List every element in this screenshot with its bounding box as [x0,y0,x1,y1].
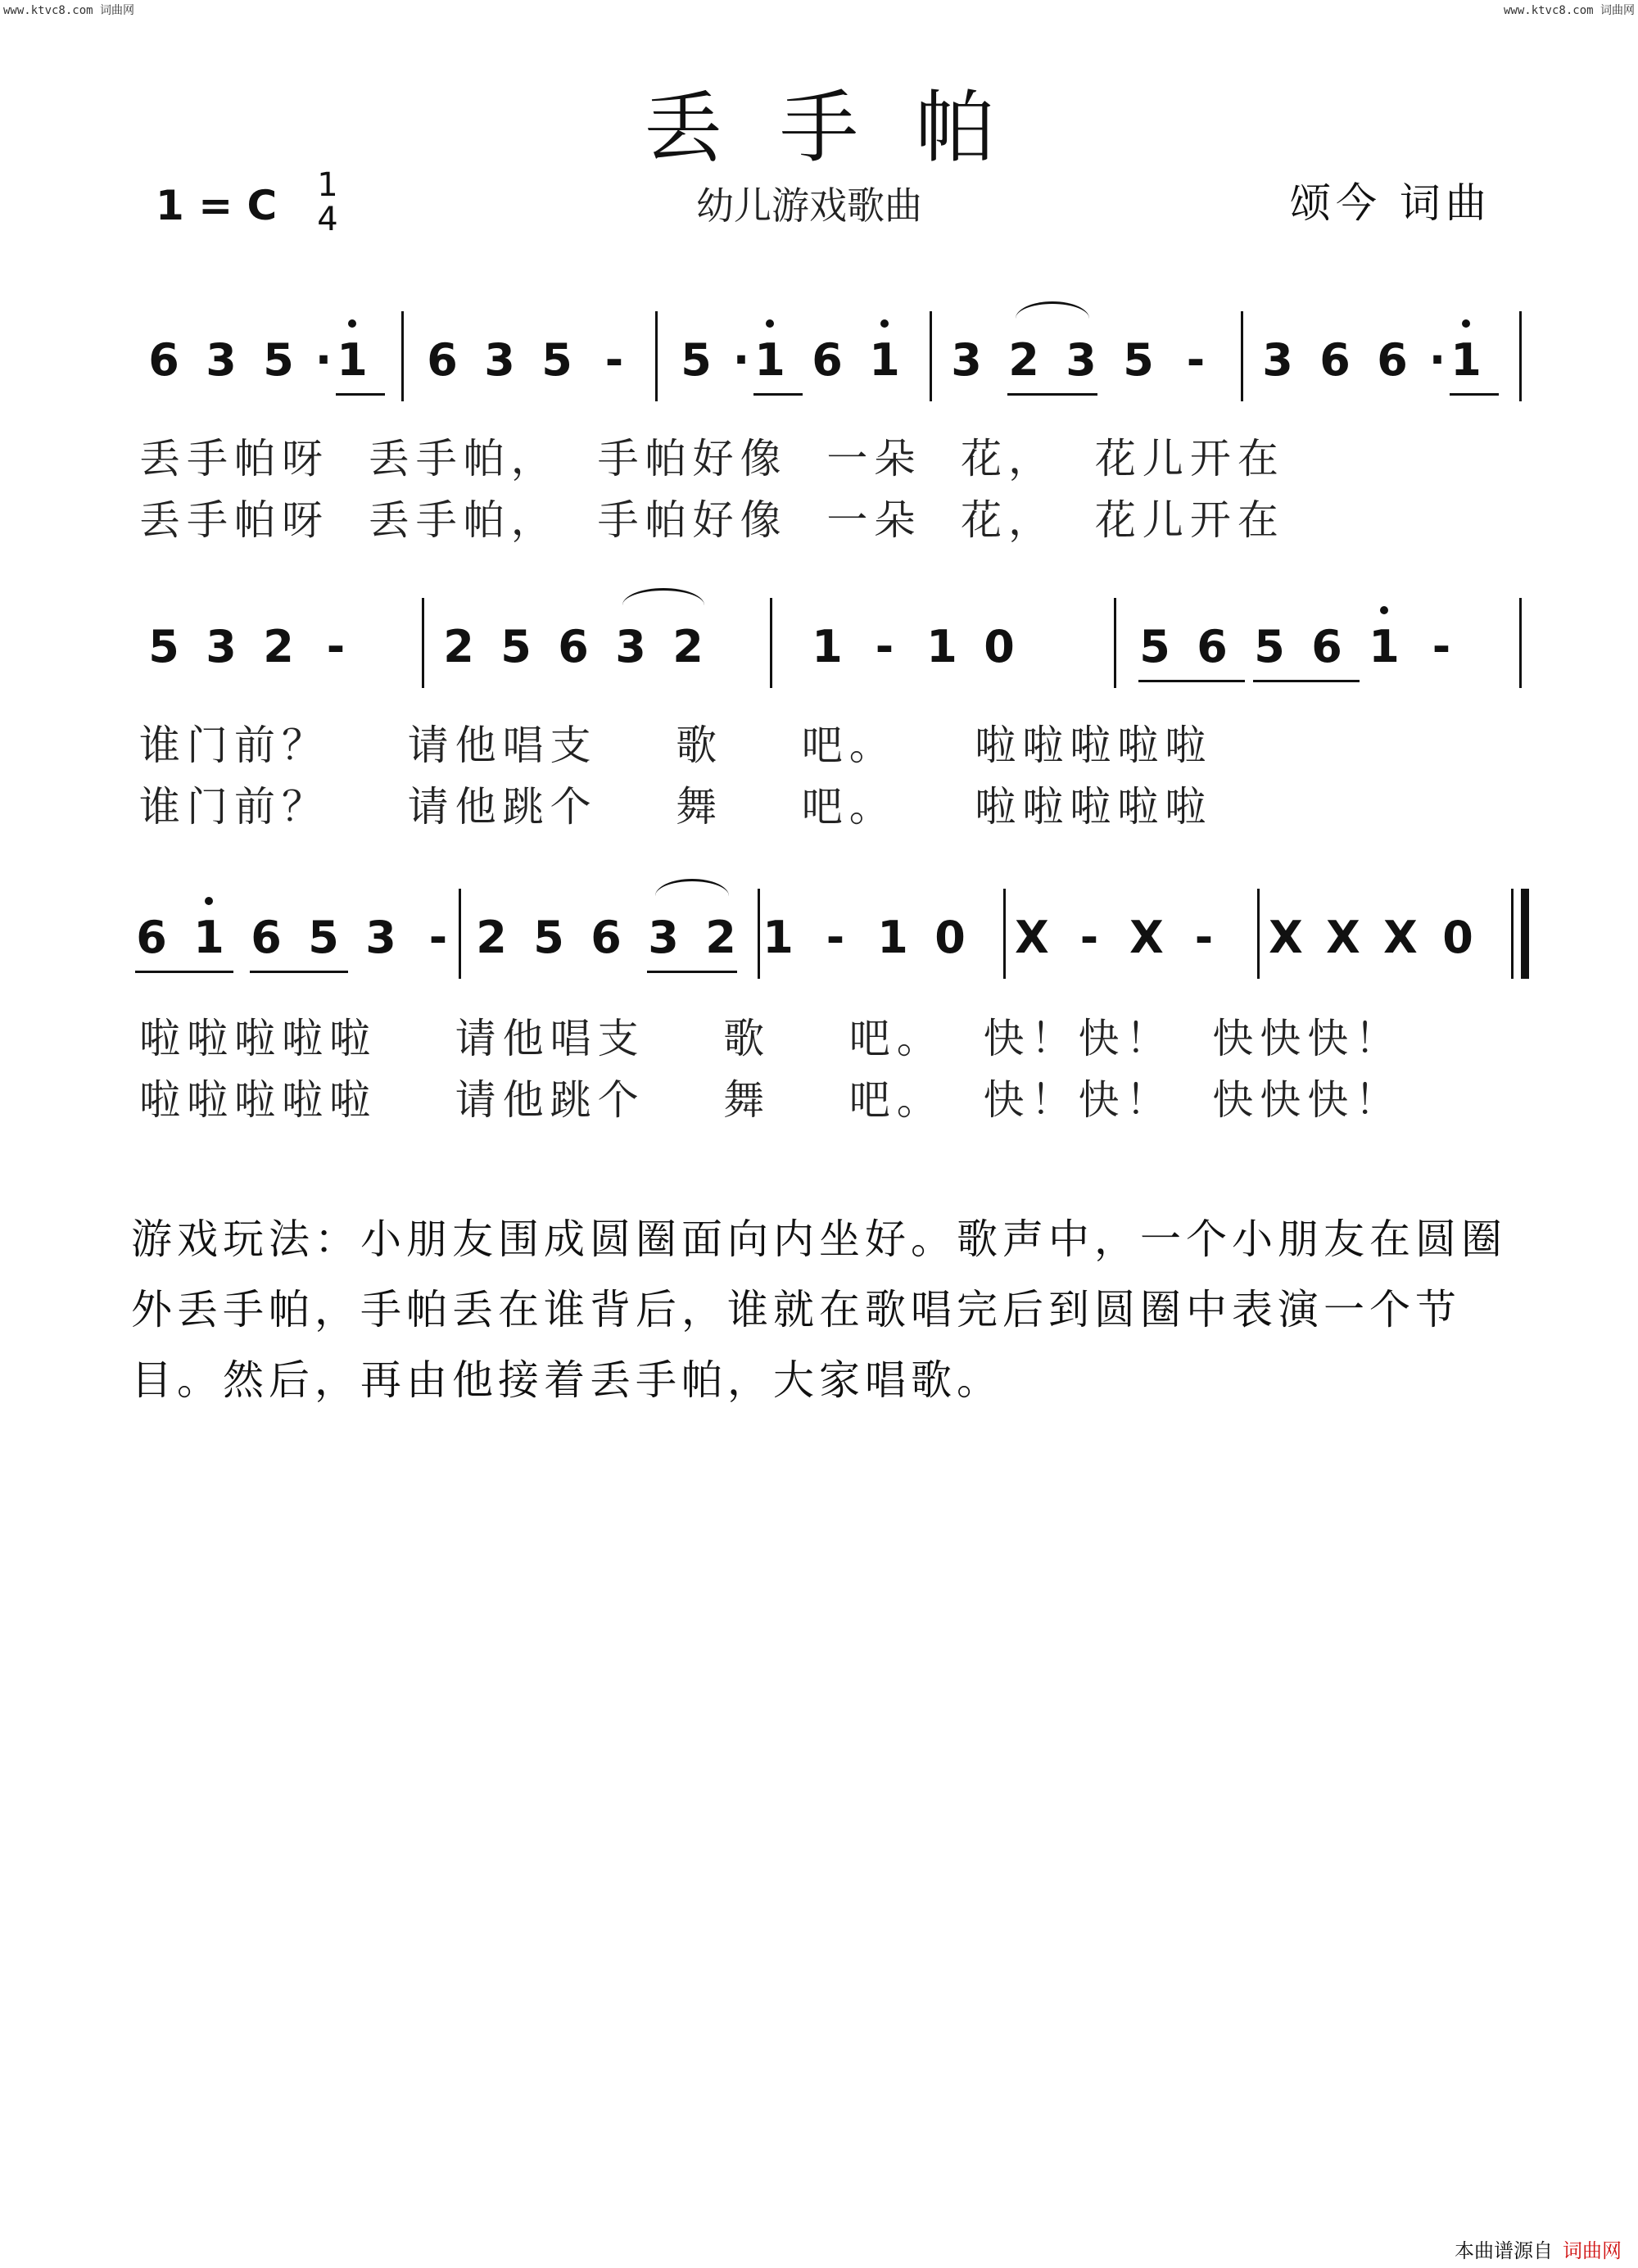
line2-note-9: 1 [812,621,843,672]
line2-note-7: 3 [615,621,646,672]
line3-note-6: 2 [476,912,507,963]
line1-barline-4 [1519,311,1522,401]
game-rules: 游戏玩法：小朋友围成圆圈面向内坐好。歌声中，一个小朋友在圆圈外丢手帕，手帕丢在谁背后，谁就在歌唱完后到圆圈中表演一个节目。然后，再由他接着丢手帕，大家唱歌。 [131,1215,1507,1404]
line1-note-2: 5 [263,334,294,386]
line2-note-0: 5 [148,621,179,672]
line3-note-18: - [1194,912,1214,963]
line3-note-17: X [1129,912,1164,963]
line1-note-21: 6 [1377,334,1408,386]
line2-note-17: 1 [1369,621,1400,672]
line1-slur-0 [1016,301,1089,319]
line2-barline-3 [1519,598,1522,688]
line3-note-1: 1 [193,912,224,963]
line3-note-7: 5 [533,912,564,963]
line2-note-18: - [1432,621,1451,672]
lyrics-row1-verse1: 丢手帕呀 丢手帕， 手帕好像 一朵 花， 花儿开在 [139,435,1285,482]
line2-note-14: 6 [1197,621,1228,672]
line3-note-15: X [1015,912,1049,963]
song-subtitle: 幼儿游戏歌曲 [696,183,922,228]
meter-top: 1 [317,166,338,204]
line3-note-0: 6 [136,912,167,963]
score-line-1 [0,311,1638,426]
lyrics-row1-verse2: 丢手帕呀 丢手帕， 手帕好像 一朵 花， 花儿开在 [139,496,1285,544]
score-line-3 [0,889,1638,1003]
line3-note-3: 5 [308,912,339,963]
line1-barline-0 [401,311,404,401]
line3-note-22: 0 [1442,912,1473,963]
lyrics-row2-verse1: 谁门前？ 请他唱支 歌 吧。 啦啦啦啦啦 [139,722,1213,769]
line3-note-12: - [826,912,845,963]
line1-barline-3 [1241,311,1243,401]
line2-note-16: 6 [1311,621,1342,672]
line2-note-10: - [875,621,894,672]
line3-note-14: 0 [934,912,966,963]
line2-beam-0 [1138,680,1245,682]
line1-note-22: · [1428,334,1446,386]
line1-note-6: 3 [484,334,515,386]
line2-beam-1 [1253,680,1360,682]
line1-beam-3 [1450,393,1499,396]
line2-note-1: 3 [206,621,237,672]
line1-note-23: 1 [1450,334,1482,386]
line1-note-9: 5 [681,334,712,386]
line2-barline-2 [1114,598,1116,688]
lyrics-row3-verse1: 啦啦啦啦啦 请他唱支 歌 吧。 快！快！ 快快快！ [139,1015,1403,1062]
time-signature [315,168,340,237]
line1-note-10: · [732,334,750,386]
source-url-left: www.ktvc8.com 词曲网 [3,4,135,17]
line2-octave-dot-0 [1380,606,1388,614]
line3-final-thick [1521,889,1529,979]
line3-octave-dot-0 [205,897,213,905]
footer-source: 本曲谱源自 [1455,2239,1553,2262]
line2-note-5: 5 [500,621,532,672]
line1-note-13: 1 [869,334,900,386]
line1-note-8: - [604,334,624,386]
line3-note-2: 6 [251,912,282,963]
line1-octave-dot-0 [348,319,356,328]
line3-beam-0 [135,971,233,973]
line1-note-16: 3 [1066,334,1097,386]
line3-note-13: 1 [877,912,908,963]
line3-barline-0 [459,889,461,979]
line2-note-4: 2 [443,621,474,672]
line2-note-6: 6 [558,621,589,672]
score-line-2 [0,598,1638,713]
line1-beam-0 [336,393,385,396]
line3-note-10: 2 [705,912,736,963]
line3-note-11: 1 [762,912,794,963]
line3-note-8: 6 [590,912,622,963]
footer [1455,2234,1622,2263]
line2-note-8: 2 [672,621,704,672]
line3-barline-1 [758,889,760,979]
line2-barline-1 [770,598,772,688]
line1-note-1: 3 [206,334,237,386]
line1-note-11: 1 [754,334,785,386]
meter-bottom: 4 [317,201,338,238]
line1-note-20: 6 [1319,334,1351,386]
key-signature: 1 = C [156,182,278,229]
line1-beam-1 [753,393,803,396]
composer-credit: 颂今 词曲 [1290,179,1491,227]
line2-note-15: 5 [1254,621,1285,672]
lyrics-row2-verse2: 谁门前？ 请他跳个 舞 吧。 啦啦啦啦啦 [139,783,1213,831]
line3-note-5: - [428,912,448,963]
line1-note-15: 2 [1008,334,1039,386]
line2-slur-0 [622,588,704,605]
line1-note-17: 5 [1123,334,1154,386]
line1-octave-dot-1 [766,319,774,328]
line3-slur-0 [655,879,729,896]
lyrics-row3-verse2: 啦啦啦啦啦 请他跳个 舞 吧。 快！快！ 快快快！ [139,1076,1403,1124]
line3-note-4: 3 [365,912,396,963]
line1-note-12: 6 [812,334,843,386]
line1-octave-dot-2 [880,319,889,328]
line2-note-12: 0 [984,621,1015,672]
line3-final-thin [1511,889,1514,979]
line2-note-13: 5 [1139,621,1170,672]
line1-barline-2 [930,311,932,401]
line1-octave-dot-3 [1462,319,1470,328]
line3-note-9: 3 [648,912,679,963]
source-url-right: www.ktvc8.com 词曲网 [1503,4,1635,17]
line1-barline-1 [655,311,658,401]
line3-note-16: - [1079,912,1099,963]
line2-note-3: - [326,621,346,672]
line2-note-2: 2 [263,621,294,672]
line2-barline-0 [422,598,424,688]
line1-note-14: 3 [951,334,982,386]
line1-note-4: 1 [337,334,368,386]
line3-note-19: X [1269,912,1303,963]
line3-beam-2 [647,971,737,973]
line1-note-18: - [1186,334,1206,386]
line1-note-7: 5 [541,334,572,386]
line3-barline-2 [1003,889,1006,979]
footer-brand: 词曲网 [1563,2239,1622,2262]
song-title: 丢手帕 [644,82,1052,174]
line1-beam-2 [1007,393,1097,396]
line3-beam-1 [250,971,348,973]
line3-note-21: X [1383,912,1418,963]
line3-note-20: X [1326,912,1360,963]
line1-note-0: 6 [148,334,179,386]
line1-note-19: 3 [1262,334,1293,386]
line3-barline-3 [1257,889,1260,979]
line1-note-5: 6 [427,334,458,386]
line2-note-11: 1 [926,621,957,672]
line1-note-3: · [314,334,333,386]
